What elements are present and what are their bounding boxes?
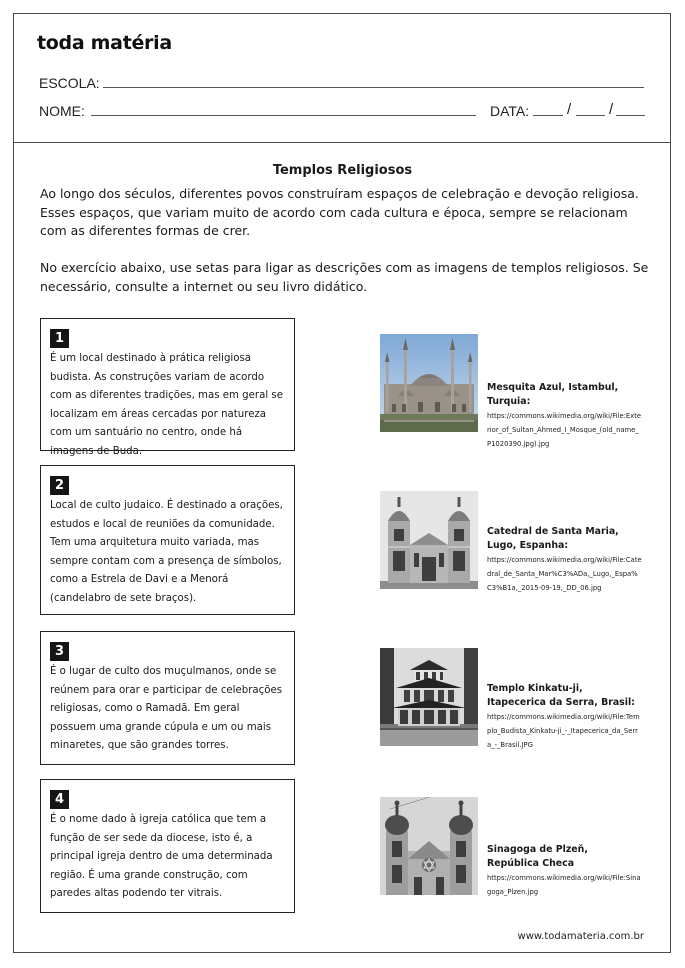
caption-title: Sinagoga de Plzeň, República Checa	[487, 844, 588, 869]
buddhist-temple-photo[interactable]	[380, 648, 478, 746]
caption-url[interactable]: https://commons.wikimedia.org/wiki/File:Exterior_of_Sultan_Ahmed_I_Mosque_(old_name_P1020390.jpg).jpg	[487, 412, 642, 448]
number-badge: 2	[50, 476, 69, 495]
date-month-field[interactable]	[576, 115, 605, 116]
header-divider	[13, 142, 671, 143]
page-title: Templos Religiosos	[272, 163, 413, 178]
number-badge: 3	[50, 642, 69, 661]
name-label: NOME:	[39, 103, 85, 119]
date-day-field[interactable]	[533, 115, 563, 116]
description-text: Local de culto judaico. É destinado a orações, estudos e local de reuniões da comunidade. Tem uma arquitetura muito variada, mas sempre contam com a presença de símbolos, como a Estrela de Davi e a Menorá (candelabro de sete braços).	[50, 500, 283, 604]
date-label: DATA:	[490, 103, 530, 119]
mosque-caption	[487, 381, 642, 451]
buddhist-temple-caption	[487, 682, 642, 752]
caption-url[interactable]: https://commons.wikimedia.org/wiki/File:Catedral_de_Santa_Mar%C3%ADa,_Lugo,_Espa%C3%B1a,_2015-09-19,_DD_06.jpg	[487, 556, 642, 592]
caption-url[interactable]: https://commons.wikimedia.org/wiki/File:Templo_Budista_Kinkatu-ji_-_Itapecerica_da_Serra_-_Brasil.JPG	[487, 713, 640, 749]
number-badge: 1	[50, 329, 69, 348]
description-box-1[interactable]	[40, 318, 295, 457]
instructions-paragraph: No exercício abaixo, use setas para ligar as descrições com as imagens de templos religiosos. Se necessário, consulte a internet ou seu livro didático.	[40, 260, 649, 294]
name-field[interactable]	[91, 115, 476, 116]
number-badge: 4	[50, 790, 69, 809]
caption-title: Catedral de Santa Maria, Lugo, Espanha:	[487, 526, 619, 551]
school-label: ESCOLA:	[39, 75, 100, 91]
cathedral-photo[interactable]	[380, 491, 478, 589]
date-separator: /	[609, 101, 614, 118]
footer-url[interactable]: www.todamateria.com.br	[517, 931, 644, 942]
cathedral-caption	[487, 525, 642, 595]
description-text: É um local destinado à prática religiosa budista. As construções variam de acordo com as diferentes tradições, mas em geral se localizam em áreas cercadas por natureza com um santuário no centro, onde há imagens de Buda.	[50, 353, 283, 457]
school-field[interactable]	[103, 87, 644, 88]
description-box-3[interactable]	[40, 631, 295, 765]
description-box-2[interactable]	[40, 465, 295, 615]
site-logo: toda matéria	[37, 32, 172, 54]
description-text: É o nome dado à igreja católica que tem a função de ser sede da diocese, isto é, a principal igreja dentro de uma determinada região. É uma grande construção, com paredes altas podendo ter vitrais.	[50, 814, 273, 900]
intro-paragraph: Ao longo dos séculos, diferentes povos construíram espaços de celebração e devoção religiosa. Esses espaços, que variam muito de acordo com cada cultura e época, sempre se relacionam com as diferentes formas de crer.	[40, 186, 639, 238]
mosque-photo[interactable]	[380, 334, 478, 432]
description-box-4[interactable]	[40, 779, 295, 913]
synagogue-photo[interactable]	[380, 797, 478, 895]
caption-title: Mesquita Azul, Istambul, Turquia:	[487, 382, 619, 407]
date-year-field[interactable]	[616, 115, 645, 116]
synagogue-caption	[487, 843, 642, 899]
caption-url[interactable]: https://commons.wikimedia.org/wiki/File:Sinagoga_Plzen.jpg	[487, 874, 641, 896]
date-separator: /	[567, 101, 572, 118]
caption-title: Templo Kinkatu-ji, Itapecerica da Serra, Brasil:	[487, 683, 635, 708]
description-text: É o lugar de culto dos muçulmanos, onde se reúnem para orar e participar de celebrações religiosas, como o Ramadã. Em geral possuem uma grande cúpula e um ou mais minaretes, que são grandes torres.	[50, 666, 283, 752]
